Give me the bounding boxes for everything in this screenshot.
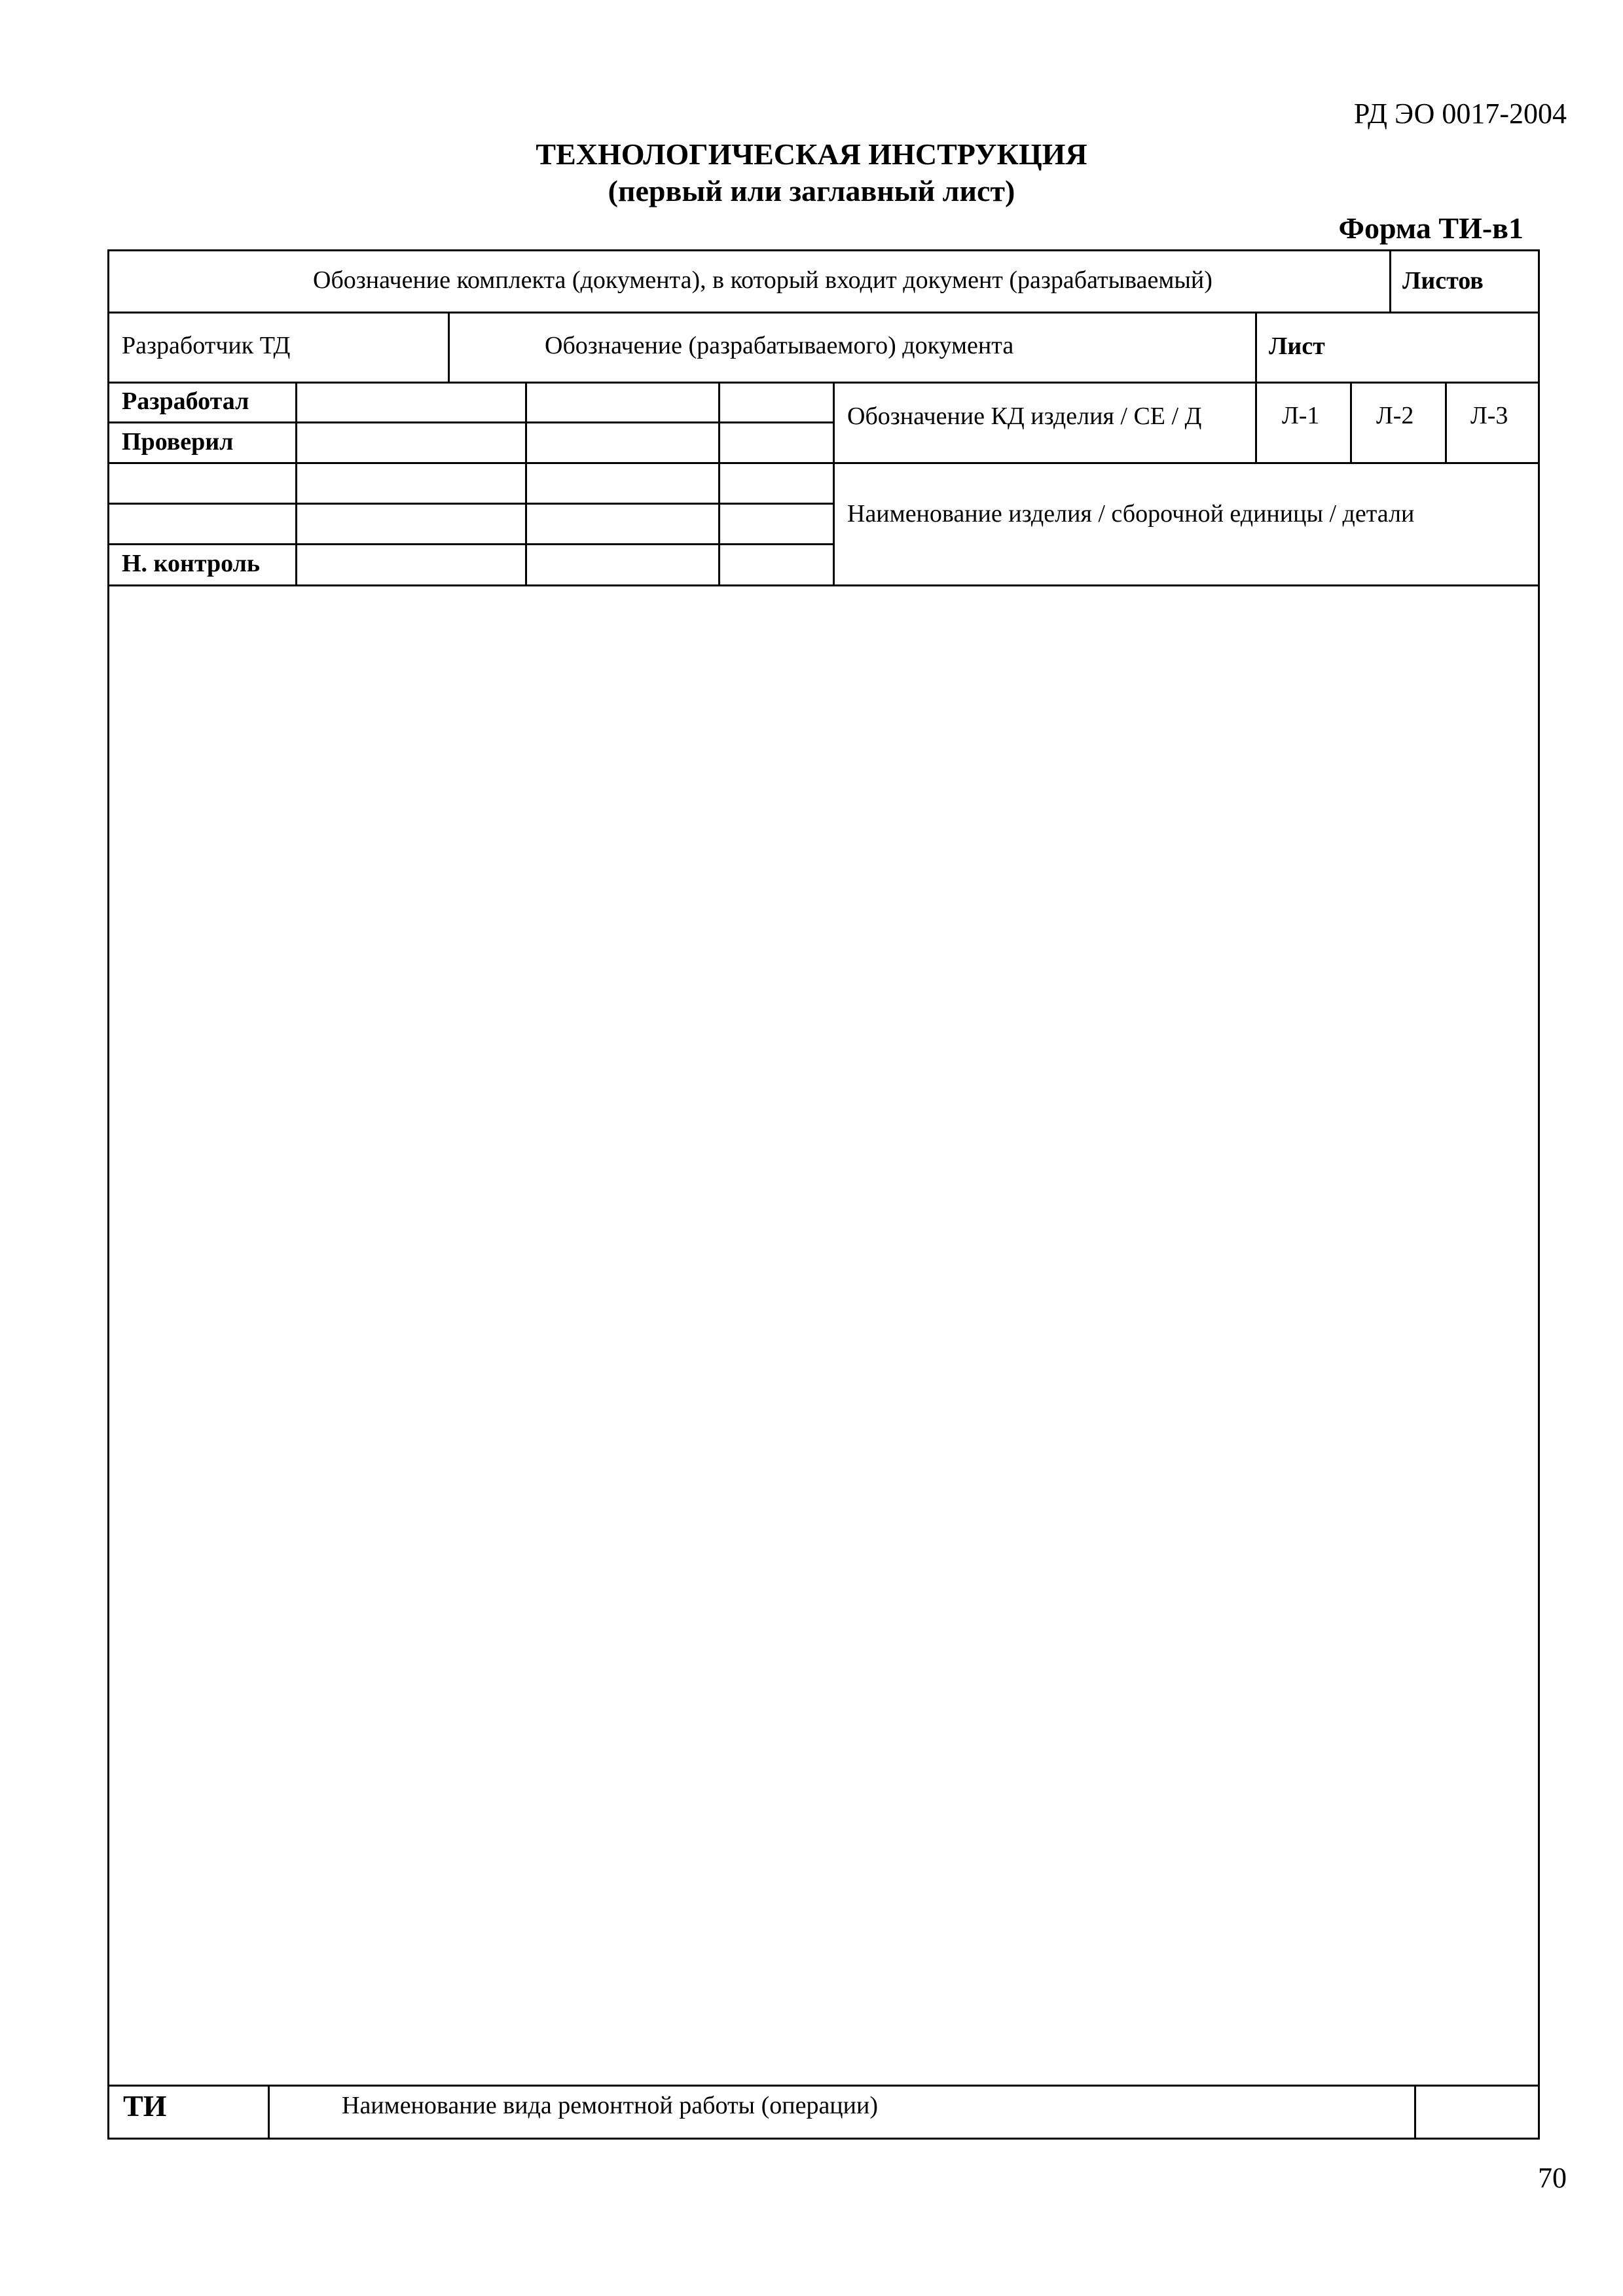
sig-col1-divider bbox=[295, 382, 297, 584]
sheet-divider bbox=[1255, 312, 1257, 382]
sig-row4-line bbox=[107, 543, 833, 545]
header-block-bottom-line bbox=[107, 584, 1540, 586]
form-frame bbox=[107, 249, 1540, 2140]
repair-work-name-label: Наименование вида ремонтной работы (операции) bbox=[342, 2092, 878, 2119]
ti-label: ТИ bbox=[123, 2089, 167, 2123]
sig-row1-line bbox=[107, 422, 833, 423]
developer-label: Разработчик ТД bbox=[122, 332, 291, 359]
kd-designation-label: Обозначение КД изделия / СЕ / Д bbox=[847, 403, 1202, 430]
page-number: 70 bbox=[1538, 2162, 1567, 2194]
sig-row2-line bbox=[107, 462, 1540, 464]
checked-by-label: Проверил bbox=[122, 428, 234, 456]
footer-right-divider bbox=[1414, 2085, 1416, 2140]
ti-divider bbox=[268, 2085, 270, 2140]
sig-col2-divider bbox=[525, 382, 527, 584]
row2-bottom-line bbox=[107, 382, 1540, 384]
form-name: Форма ТИ-в1 bbox=[1338, 211, 1523, 245]
sheet-label: Лист bbox=[1269, 332, 1325, 360]
developed-by-label: Разработал bbox=[122, 387, 249, 415]
sig-row3-line bbox=[107, 503, 833, 505]
sheets-count-label: Листов bbox=[1402, 267, 1484, 295]
title-main: ТЕХНОЛОГИЧЕСКАЯ ИНСТРУКЦИЯ bbox=[536, 137, 1087, 171]
norm-control-label: Н. контроль bbox=[122, 550, 261, 577]
title-subtitle: (первый или заглавный лист) bbox=[608, 174, 1015, 207]
sheet-col-l2: Л-2 bbox=[1376, 402, 1414, 429]
footer-row-top-line bbox=[107, 2085, 1540, 2087]
page-title bbox=[0, 136, 1623, 209]
kd-divider bbox=[1255, 382, 1257, 462]
doc-designation-label: Обозначение (разрабатываемого) документа bbox=[545, 332, 1014, 359]
document-code: РД ЭО 0017-2004 bbox=[1353, 98, 1567, 130]
sheets-divider bbox=[1389, 249, 1391, 312]
kit-designation-label: Обозначение комплекта (документа), в который входит документ (разрабатываемый) bbox=[313, 266, 1213, 294]
item-name-label: Наименование изделия / сборочной единицы / детали bbox=[847, 500, 1415, 528]
sig-col3-divider bbox=[718, 382, 720, 584]
sig-col4-divider bbox=[833, 382, 835, 584]
developer-divider bbox=[448, 312, 450, 382]
row1-bottom-line bbox=[107, 312, 1540, 314]
sheet-col-l1: Л-1 bbox=[1282, 402, 1320, 429]
sheet-col-l3: Л-3 bbox=[1470, 402, 1508, 429]
l2-divider bbox=[1445, 382, 1447, 462]
l1-divider bbox=[1350, 382, 1352, 462]
